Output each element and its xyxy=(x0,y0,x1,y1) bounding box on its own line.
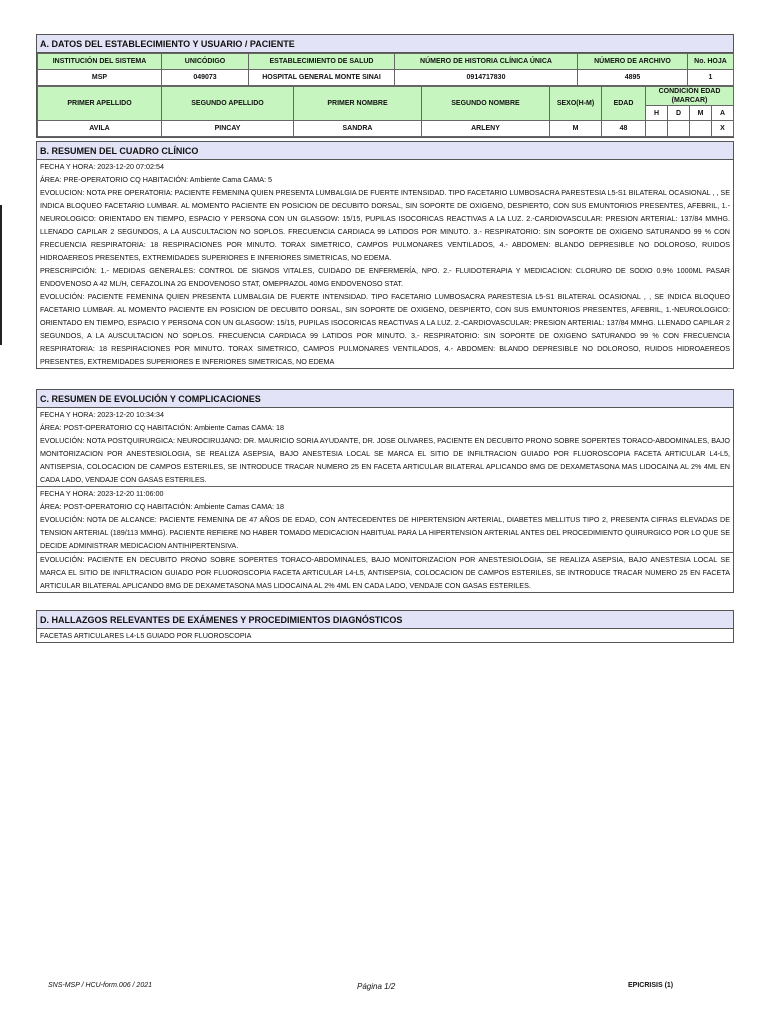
section-a xyxy=(36,34,734,138)
value-historia-clinica: 0914717830 xyxy=(395,70,578,86)
evolucion-text-2: EVOLUCIÓN: PACIENTE FEMENINA QUIEN PRESENTA LUMBALGIA DE FUERTE INTENSIDAD. TIPO FACETARIO LUMBOSACRA PARESTESIA L5-S1 BILATERAL OCASIONAL , , SE INDICA BLOQUEO FACETARIO LUMBAR. AL MOMENTO PACIENTE EN POSICION DE DECUBITO DORSAL, SIN SOPORTE DE OXIGENO, DESPIERTO, CON SUS EMUNTORIOS PRESENTES, AFEBRIL, 1.-NEUROLOGICO: ORIENTADO EN TIEMPO, ESPACIO Y PERSONA CON UN GLASGOW: 15/15, PUPILAS ISOCORICAS REACTIVAS A LA LUZ. 2.-CARDIOVASCULAR: PRESION ARTERIAL: 137/84 MMHG. LLENADO CAPILAR 2 SEGUNDOS, A LA AUSCULTACION NO SOPLOS. FRECUENCIA CARDIACA 99 LATIDOS POR MINUTO. 3.- RESPIRATORIO: SIN SOPORTE DE OXIGENO SATURANDO 99 % CON FRECUENCIA RESPIRATORIA: 18 RESPIRACIONES POR MINUTO. TORAX SIMETRICO, CAMPOS PULMONARES VENTILADOS, 4.- ABDOMEN: BLANDO DEPRESIBLE NO DOLOROSO, RUIDOS HIDROAEREOS PRESENTES, EXTREMIDADES SUPERIORES E INFERIORES SIMETRICAS, NO EDEMA xyxy=(40,292,730,366)
value-unicodigo: 049073 xyxy=(162,70,249,86)
prescripcion-text: PRESCRIPCIÓN: 1.- MEDIDAS GENERALES: CONTROL DE SIGNOS VITALES, CUIDADO DE ENFERMERÍA, NPO. 2.- FLUIDOTERAPIA Y MEDICACION: CLORURO DE SODIO 0.9% 1000ML PASAR ENDOVENOSO A 42 ML/H, CEFAZOLINA 2G ENDOVENOSO STAT, OMEPRAZOL 40MG ENDOVENOSO STAT. xyxy=(40,266,730,288)
establishment-table xyxy=(37,53,734,86)
fecha-hora: FECHA Y HORA: 2023-12-20 07:02:54 xyxy=(40,162,164,171)
section-d-title: D. HALLAZGOS RELEVANTES DE EXÁMENES Y PROCEDIMIENTOS DIAGNÓSTICOS xyxy=(37,611,733,629)
value-primer-nombre: SANDRA xyxy=(294,121,422,137)
header-primer-nombre: PRIMER NOMBRE xyxy=(294,87,422,121)
value-segundo-nombre: ARLENY xyxy=(422,121,550,137)
evolucion-text: EVOLUCIÓN: PACIENTE EN DECUBITO PRONO SOBRE SOPERTES TORACO-ABDOMINALES, BAJO MONITORIZACION POR ANESTESIOLOGIA, SE REALIZA ASEPSIA, BAJO ANESTESIA LOCAL SE MARCA EL SITIO DE INFILTRACION GUIADO POR FLUOROSCOPIA FACETA ARTICULAR L4-L5, ANTISEPSIA, COLOCACION DE CAMPOS ESTERILES, SE INTRODUCE TRACAR NUMERO 25 EN FACETA ARTICULAR BILATERAL APLICANDO 8MG DE DEXAMETASONA MAS LIDOCAINA AL 2% 4ML EN CADA LADO, VENDAJE CON GASAS ESTERILES. xyxy=(40,555,730,590)
header-primer-apellido: PRIMER APELLIDO xyxy=(38,87,162,121)
header-numero-archivo: NÚMERO DE ARCHIVO xyxy=(578,54,688,70)
footer-page-number: Página 1/2 xyxy=(357,982,396,991)
fecha-hora: FECHA Y HORA: 2023-12-20 11:06:00 xyxy=(40,489,164,498)
page-edge-mark xyxy=(0,205,2,345)
section-b-title: B. RESUMEN DEL CUADRO CLÍNICO xyxy=(37,142,733,160)
section-d xyxy=(36,610,734,643)
findings-text: FACETAS ARTICULARES L4-L5 GUIADO POR FLUOROSCOPIA xyxy=(40,631,252,640)
clinical-summary xyxy=(37,160,733,368)
evolucion-text: EVOLUCIÓN: NOTA DE ALCANCE: PACIENTE FEMENINA DE 47 AÑOS DE EDAD, CON ANTECEDENTES DE HIPERTENSION ARTERIAL, DIABETES MELLITUS TIPO 2, PRESENTA CIFRAS ELEVADAS DE TENSION ARTERIAL (189/113 MMHG). PACIENTE REFIERE NO HABER TOMADO MEDICACION HABITUAL PARA LA HIPERTENSION ARTERIAL ANTES DEL PROCEDIMIENTO QUIRURGICO POR LO QUE SE DECIDE ADMINISTRAR MEDICACION ANTIHIPERTENSIVA. xyxy=(40,515,730,550)
area: ÁREA: POST-OPERATORIO CQ HABITACIÓN: Ambiente Camas CAMA: 18 xyxy=(40,502,285,511)
establishment-value-row xyxy=(38,70,734,86)
mark-m xyxy=(690,121,712,137)
section-b xyxy=(36,141,734,369)
section-a-title: A. DATOS DEL ESTABLECIMIENTO Y USUARIO / PACIENTE xyxy=(37,35,733,53)
header-sexo: SEXO(H-M) xyxy=(550,87,602,121)
section-c xyxy=(36,389,734,593)
mark-h xyxy=(646,121,668,137)
value-no-hoja: 1 xyxy=(688,70,734,86)
header-institucion: INSTITUCIÓN DEL SISTEMA xyxy=(38,54,162,70)
evolution-entry-1 xyxy=(37,408,733,487)
header-no-hoja: No. HOJA xyxy=(688,54,734,70)
evolucion-text: EVOLUCION: NOTA PRE OPERATORIA: PACIENTE FEMENINA QUIEN PRESENTA LUMBALGIA DE FUERTE INTENSIDAD. TIPO FACETARIO LUMBOSACRA PARESTESIA L5-S1 BILATERAL OCASIONAL , , SE INDICA BLOQUEO FACETARIO LUMBAR. AL MOMENTO PACIENTE EN POSICION DE DECUBITO DORSAL, SIN SOPORTE DE OXIGENO, DESPIERTO, CON SUS EMUNTORIOS PRESENTES, AFEBRIL, 1.-NEUROLOGICO: ORIENTADO EN TIEMPO, ESPACIO Y PERSONA CON UN GLASGOW: 15/15, PUPILAS ISOCORICAS REACTIVAS A LA LUZ. 2.-CARDIOVASCULAR: PRESION ARTERIAL: 137/84 MMHG. LLENADO CAPILAR 2 SEGUNDOS, A LA AUSCULTACION NO SOPLOS. FRECUENCIA CARDIACA 99 LATIDOS POR MINUTO. 3.- RESPIRATORIO: SIN SOPORTE DE OXIGENO SATURANDO 99 % CON FRECUENCIA RESPIRATORIA: 18 RESPIRACIONES POR MINUTO. TORAX SIMETRICO, CAMPOS PULMONARES VENTILADOS, 4.- ABDOMEN: BLANDO DEPRESIBLE NO DOLOROSO, RUIDOS HIDROAEREOS PRESENTES, EXTREMIDADES SUPERIORES E INFERIORES SIMETRICAS, NO EDEMA. xyxy=(40,188,730,262)
header-segundo-apellido: SEGUNDO APELLIDO xyxy=(162,87,294,121)
area: ÁREA: PRE-OPERATORIO CQ HABITACIÓN: Ambiente Cama CAMA: 5 xyxy=(40,175,273,184)
area: ÁREA: POST-OPERATORIO CQ HABITACIÓN: Ambiente Camas CAMA: 18 xyxy=(40,423,285,432)
value-edad: 48 xyxy=(602,121,646,137)
header-establecimiento: ESTABLECIMIENTO DE SALUD xyxy=(249,54,395,70)
patient-value-row xyxy=(38,121,734,137)
footer-form-code: SNS-MSP / HCU-form.006 / 2021 xyxy=(48,982,152,989)
evolucion-text: EVOLUCIÓN: NOTA POSTQUIRURGICA: NEUROCIRUJANO: DR. MAURICIO SORIA AYUDANTE, DR. JOSE OLIVARES, PACIENTE EN DECUBITO PRONO SOBRE SOPERTES TORACO-ABDOMINALES, BAJO MONITORIZACION POR ANESTESIOLOGIA, SE REALIZA ASEPSIA, BAJO ANESTESIA LOCAL SE MARCA EL SITIO DE INFILTRACION GUIADO POR FLUOROSCOPIA FACETA ARTICULAR L4-L5, ANTISEPSIA, COLOCACION DE CAMPOS ESTERILES, SE INTRODUCE TRACAR NUMERO 25 EN FACETA ARTICULAR BILATERAL APLICANDO 8MG DE DEXAMETASONA MAS LIDOCAINA AL 2% 4ML EN CADA LADO, VENDAJE CON GASAS ESTERILES. xyxy=(40,436,730,484)
condicion-d: D xyxy=(668,106,690,121)
patient-header-row xyxy=(38,87,734,106)
value-sexo: M xyxy=(550,121,602,137)
header-edad: EDAD xyxy=(602,87,646,121)
fecha-hora: FECHA Y HORA: 2023-12-20 10:34:34 xyxy=(40,410,164,419)
header-condicion-edad: CONDICIÓN EDAD (MARCAR) xyxy=(646,87,734,106)
mark-a: X xyxy=(712,121,734,137)
condicion-a: A xyxy=(712,106,734,121)
condicion-m: M xyxy=(690,106,712,121)
value-segundo-apellido: PINCAY xyxy=(162,121,294,137)
establishment-header-row xyxy=(38,54,734,70)
condicion-h: H xyxy=(646,106,668,121)
evolution-entry-2 xyxy=(37,487,733,553)
evolution-entry-3 xyxy=(37,553,733,592)
header-segundo-nombre: SEGUNDO NOMBRE xyxy=(422,87,550,121)
value-numero-archivo: 4895 xyxy=(578,70,688,86)
footer-document-title: EPICRISIS (1) xyxy=(628,982,674,989)
patient-table xyxy=(37,86,734,137)
value-primer-apellido: AVILA xyxy=(38,121,162,137)
header-historia-clinica: NÚMERO DE HISTORIA CLÍNICA ÚNICA xyxy=(395,54,578,70)
mark-d xyxy=(668,121,690,137)
section-c-title: C. RESUMEN DE EVOLUCIÓN Y COMPLICACIONES xyxy=(37,390,733,408)
header-unicodigo: UNICÓDIGO xyxy=(162,54,249,70)
value-establecimiento: HOSPITAL GENERAL MONTE SINAI xyxy=(249,70,395,86)
value-institucion: MSP xyxy=(38,70,162,86)
